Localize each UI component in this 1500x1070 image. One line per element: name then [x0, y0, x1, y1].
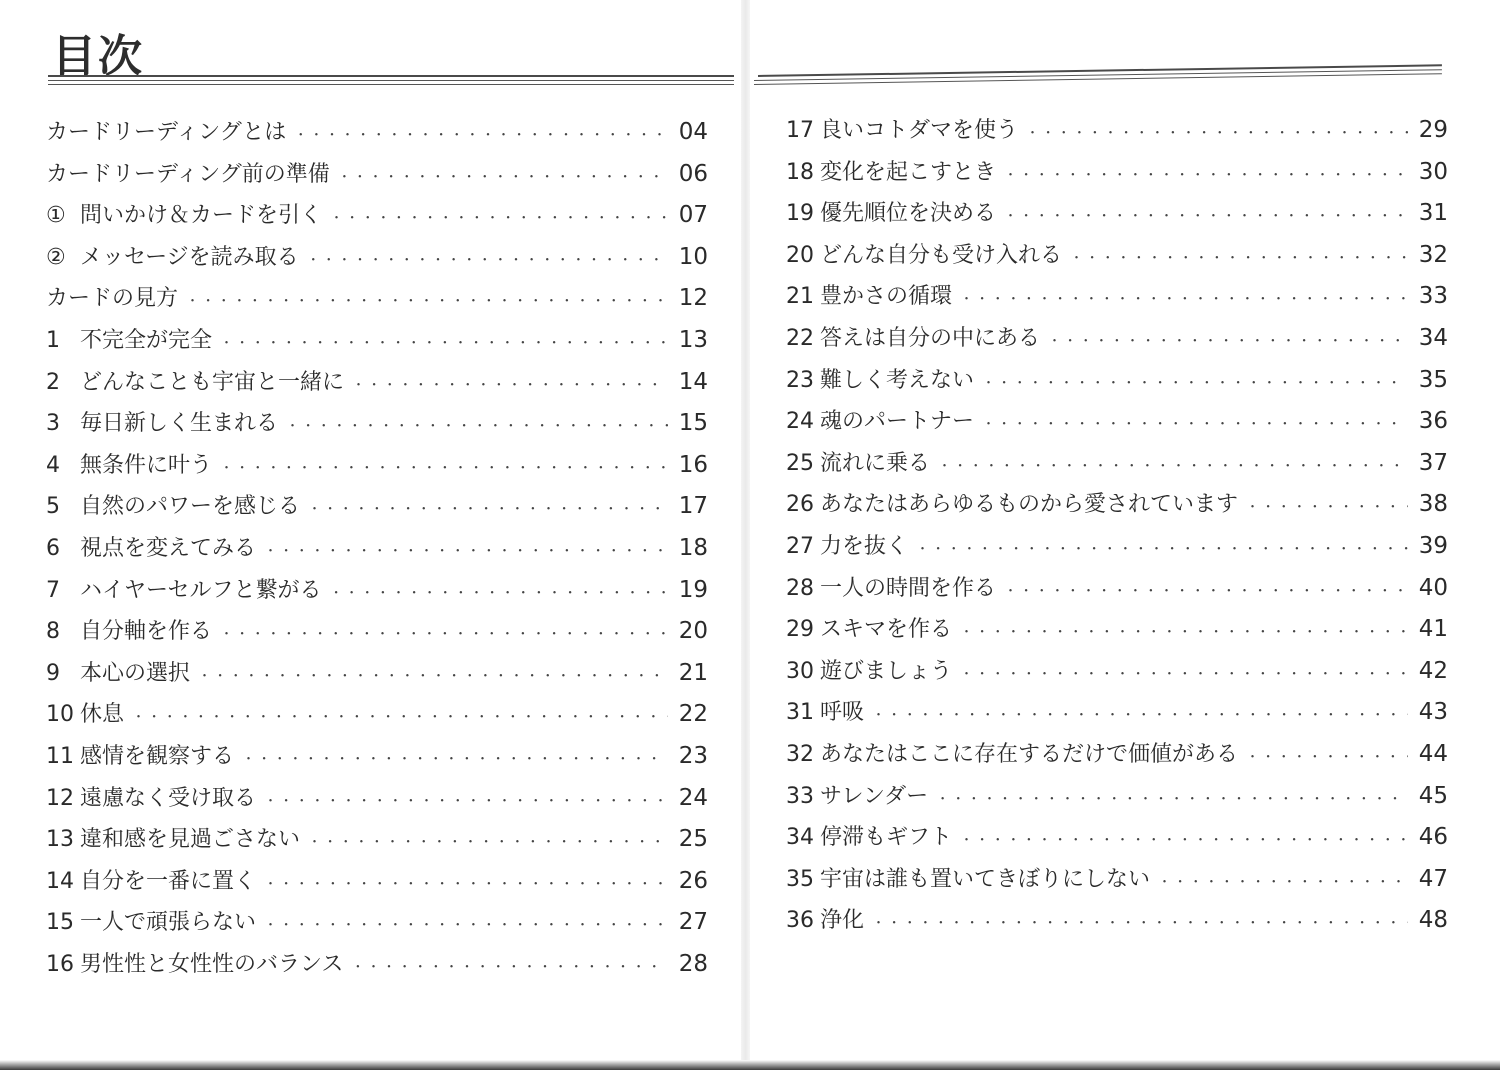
- toc-entry-label: 無条件に叶う: [80, 452, 213, 478]
- toc-entry: [786, 568, 1448, 610]
- toc-entry-label: どんなことも宇宙と一緒に: [80, 369, 345, 395]
- book-gutter: [741, 0, 750, 1070]
- toc-entry-label: 宇宙は誰も置いてきぼりにしない: [820, 866, 1151, 892]
- toc-entry-page: 07: [678, 202, 708, 229]
- toc-entry-page: 26: [678, 867, 708, 894]
- toc-entry-page: 44: [1418, 740, 1448, 767]
- dot-leader: [307, 240, 668, 282]
- toc-entry-number: 17: [786, 118, 814, 143]
- toc-entry-number: 30: [786, 658, 814, 684]
- toc-entry-number: 19: [786, 201, 814, 227]
- dot-leader: [330, 198, 668, 240]
- toc-entry: [46, 278, 708, 320]
- toc-entry: [786, 401, 1448, 443]
- toc-entry-number: 16: [46, 951, 74, 977]
- toc-entry-label: 自分軸を作る: [80, 619, 213, 645]
- toc-entry-page: 19: [678, 576, 708, 603]
- toc-entry-page: 28: [678, 950, 708, 977]
- toc-entry-label: 優先順位を決める: [820, 201, 997, 227]
- toc-entry-label: サレンダー: [820, 783, 929, 809]
- dot-leader: [1246, 487, 1408, 529]
- toc-entry: [786, 651, 1448, 693]
- toc-entry: [786, 859, 1448, 901]
- toc-entry: [786, 692, 1448, 734]
- toc-entry: [46, 320, 708, 362]
- dot-leader: [960, 654, 1408, 696]
- toc-entry: [786, 817, 1448, 859]
- toc-entry-number: 8: [46, 619, 60, 645]
- dot-leader: [1004, 155, 1408, 197]
- toc-entry-page: 10: [678, 243, 708, 270]
- toc-entry: [786, 776, 1448, 818]
- toc-entry-number: 20: [786, 242, 814, 268]
- toc-entry: [46, 736, 708, 778]
- dot-leader: [242, 739, 668, 781]
- toc-entry-label: 豊かさの循環: [820, 284, 953, 310]
- toc-entry: [786, 900, 1448, 942]
- toc-entry-page: 12: [678, 285, 708, 312]
- toc-entry-number: 29: [786, 617, 814, 643]
- toc-entry: [46, 653, 708, 695]
- dot-leader: [916, 529, 1408, 571]
- dot-leader: [982, 363, 1408, 405]
- toc-entry: [46, 445, 708, 487]
- toc-entry: [46, 486, 708, 528]
- toc-entry-label: 違和感を見過ごさない: [80, 827, 301, 853]
- toc-entry: [786, 318, 1448, 360]
- toc-entry-page: 48: [1418, 907, 1448, 934]
- dot-leader: [1070, 238, 1408, 280]
- toc-entry: [46, 154, 708, 196]
- toc-entry: [46, 819, 708, 861]
- toc-entry-label: 自分を一番に置く: [80, 868, 257, 894]
- toc-entry-page: 24: [678, 784, 708, 811]
- toc-entry: [786, 152, 1448, 194]
- toc-entry-label: 流れに乗る: [820, 450, 931, 476]
- toc-entry-page: 13: [678, 326, 708, 353]
- toc-entry: [46, 528, 708, 570]
- dot-leader: [132, 697, 668, 739]
- dot-leader: [286, 406, 668, 448]
- toc-entry-label: 魂のパートナー: [820, 409, 975, 435]
- title-rule: [48, 75, 734, 77]
- dot-leader: [198, 656, 668, 698]
- toc-entry-number: 24: [786, 409, 814, 435]
- toc-entry-number: 34: [786, 825, 814, 851]
- toc-entry-page: 38: [1418, 491, 1448, 518]
- toc-entry: [786, 734, 1448, 776]
- toc-entry-page: 16: [678, 451, 708, 478]
- toc-entry: [46, 195, 708, 237]
- toc-entry-label: 難しく考えない: [820, 367, 975, 393]
- dot-leader: [1158, 862, 1408, 904]
- dot-leader: [936, 779, 1408, 821]
- toc-entry-number: 7: [46, 577, 60, 603]
- toc-entry-page: 31: [1418, 200, 1448, 227]
- toc-entry-page: 06: [678, 160, 708, 187]
- toc-entry-label: 停滞もギフト: [820, 825, 953, 851]
- title-rule: [48, 84, 734, 85]
- toc-entry-page: 18: [678, 534, 708, 561]
- toc-entry-number: 1: [46, 327, 60, 353]
- toc-entry: [46, 611, 708, 653]
- toc-entry: [46, 944, 708, 986]
- toc-entry-label: 男性性と女性性のバランス: [80, 951, 344, 977]
- toc-entry: [46, 403, 708, 445]
- toc-entry-number: 4: [46, 452, 60, 478]
- toc-entry-label: 一人で頑張らない: [80, 910, 257, 936]
- dot-leader: [330, 573, 668, 615]
- dot-leader: [982, 404, 1408, 446]
- dot-leader: [1048, 321, 1408, 363]
- toc-entry-page: 42: [1418, 657, 1448, 684]
- toc-entry-number: 14: [46, 868, 74, 894]
- toc-entry-number: 15: [46, 910, 74, 936]
- toc-entry: [786, 193, 1448, 235]
- toc-entry: [46, 112, 708, 154]
- dot-leader: [960, 820, 1408, 862]
- title-rule: [48, 80, 734, 81]
- toc-entry-page: 14: [678, 368, 708, 395]
- toc-entry: [46, 902, 708, 944]
- toc-entry-page: 30: [1418, 158, 1448, 185]
- dot-leader: [264, 531, 668, 573]
- toc-entry-page: 40: [1418, 574, 1448, 601]
- toc-entry: [786, 360, 1448, 402]
- toc-entry-page: 27: [678, 909, 708, 936]
- toc-entry-label: 呼吸: [820, 700, 865, 726]
- toc-entry-number: 6: [46, 535, 60, 561]
- toc-entry-number: ②: [46, 244, 66, 270]
- toc-entry-label: あなたはここに存在するだけで価値がある: [820, 741, 1239, 767]
- left-page: [0, 0, 740, 1070]
- toc-entry-number: 27: [786, 533, 814, 559]
- dot-leader: [1246, 737, 1408, 779]
- toc-entry: [46, 362, 708, 404]
- dot-leader: [220, 614, 668, 656]
- toc-list-right: [786, 110, 1448, 942]
- page-title: 目次: [52, 31, 144, 82]
- page-edge-shadow: [0, 1060, 1500, 1070]
- toc-entry-label: 良いコトダマを使う: [820, 118, 1019, 143]
- toc-entry-number: 26: [786, 492, 814, 518]
- toc-entry-label: 毎日新しく生まれる: [80, 411, 279, 437]
- toc-entry-label: 問いかけ＆カードを引く: [80, 203, 323, 229]
- toc-entry-page: 33: [1418, 283, 1448, 310]
- toc-entry-number: 21: [786, 284, 814, 310]
- toc-entry: [46, 237, 708, 279]
- toc-entry-label: 休息: [80, 702, 125, 728]
- toc-entry-number: 12: [46, 785, 74, 811]
- toc-entry-label: スキマを作る: [820, 617, 953, 643]
- toc-entry: [786, 609, 1448, 651]
- toc-entry: [786, 526, 1448, 568]
- dot-leader: [1004, 571, 1408, 613]
- toc-entry-label: 一人の時間を作る: [820, 575, 997, 601]
- toc-entry-page: 34: [1418, 324, 1448, 351]
- toc-entry-page: 21: [678, 659, 708, 686]
- dot-leader: [1026, 113, 1408, 155]
- toc-entry-number: 5: [46, 494, 60, 520]
- toc-entry: [786, 443, 1448, 485]
- toc-entry-label: 遠慮なく受け取る: [80, 785, 257, 811]
- toc-entry-number: 2: [46, 369, 60, 395]
- toc-entry: [46, 694, 708, 736]
- toc-entry-label: 変化を起こすとき: [820, 159, 997, 185]
- toc-entry-label: メッセージを読み取る: [80, 244, 299, 270]
- toc-entry-page: 15: [678, 410, 708, 437]
- right-page: [750, 0, 1500, 1070]
- toc-entry-number: 11: [46, 743, 74, 769]
- toc-entry-label: 感情を観察する: [80, 743, 235, 769]
- toc-entry-number: 23: [786, 367, 814, 393]
- toc-entry-page: 22: [678, 701, 708, 728]
- toc-list-left: [46, 112, 708, 985]
- toc-entry-label: 力を抜く: [820, 533, 909, 559]
- toc-entry-page: 41: [1418, 616, 1448, 643]
- dot-leader: [352, 365, 668, 407]
- dot-leader: [308, 822, 668, 864]
- toc-entry: [786, 110, 1448, 152]
- dot-leader: [1004, 196, 1408, 238]
- dot-leader: [960, 612, 1408, 654]
- toc-entry-page: 36: [1418, 408, 1448, 435]
- toc-entry-page: 43: [1418, 699, 1448, 726]
- dot-leader: [186, 281, 668, 323]
- toc-entry-label: ハイヤーセルフと繋がる: [80, 577, 322, 603]
- dot-leader: [264, 864, 668, 906]
- toc-entry: [786, 276, 1448, 318]
- toc-entry-label: 答えは自分の中にある: [820, 325, 1041, 351]
- toc-entry-label: 視点を変えてみる: [80, 535, 257, 561]
- dot-leader: [351, 947, 668, 989]
- toc-entry-label: 自然のパワーを感じる: [80, 494, 301, 520]
- toc-entry: [46, 778, 708, 820]
- toc-entry-label: 遊びましょう: [820, 658, 953, 684]
- toc-entry-number: 32: [786, 741, 814, 767]
- toc-entry-page: 25: [678, 826, 708, 853]
- dot-leader: [220, 448, 668, 490]
- toc-entry-page: 35: [1418, 366, 1448, 393]
- toc-entry-number: 3: [46, 411, 60, 437]
- toc-entry-page: 46: [1418, 824, 1448, 851]
- toc-entry: [786, 235, 1448, 277]
- dot-leader: [338, 157, 668, 199]
- dot-leader: [872, 695, 1408, 737]
- toc-entry-number: 10: [46, 702, 74, 728]
- toc-entry-page: 45: [1418, 782, 1448, 809]
- dot-leader: [960, 279, 1408, 321]
- toc-entry-label: カードリーディングとは: [46, 120, 287, 145]
- dot-leader: [264, 781, 668, 823]
- toc-entry-label: 不完全が完全: [80, 327, 213, 353]
- dot-leader: [264, 905, 668, 947]
- toc-entry-page: 29: [1418, 117, 1448, 143]
- dot-leader: [308, 489, 668, 531]
- toc-entry-page: 47: [1418, 865, 1448, 892]
- toc-entry-page: 32: [1418, 241, 1448, 268]
- toc-entry-page: 37: [1418, 449, 1448, 476]
- toc-entry-page: 04: [678, 119, 708, 145]
- toc-entry-label: どんな自分も受け入れる: [820, 242, 1063, 268]
- toc-entry-number: 25: [786, 450, 814, 476]
- toc-entry-label: カードの見方: [46, 286, 179, 312]
- toc-entry: [786, 484, 1448, 526]
- toc-entry-number: ①: [46, 203, 66, 229]
- toc-entry-number: 9: [46, 660, 60, 686]
- toc-entry-page: 39: [1418, 532, 1448, 559]
- toc-entry-number: 22: [786, 325, 814, 351]
- toc-entry-label: 本心の選択: [80, 660, 191, 686]
- toc-entry-number: 35: [786, 866, 814, 892]
- dot-leader: [294, 115, 668, 157]
- toc-entry-number: 28: [786, 575, 814, 601]
- toc-entry-page: 17: [678, 493, 708, 520]
- dot-leader: [220, 323, 668, 365]
- toc-entry: [46, 570, 708, 612]
- toc-entry: [46, 861, 708, 903]
- toc-entry-number: 36: [786, 908, 814, 934]
- toc-entry-number: 13: [46, 827, 74, 853]
- toc-entry-label: カードリーディング前の準備: [46, 161, 330, 187]
- toc-entry-label: あなたはあらゆるものから愛されています: [820, 492, 1239, 518]
- toc-entry-page: 23: [678, 742, 708, 769]
- toc-entry-number: 18: [786, 159, 814, 185]
- dot-leader: [872, 903, 1408, 945]
- toc-entry-number: 33: [786, 783, 814, 809]
- toc-entry-number: 31: [786, 700, 814, 726]
- toc-entry-label: 浄化: [820, 908, 865, 934]
- dot-leader: [938, 446, 1408, 488]
- toc-entry-page: 20: [678, 618, 708, 645]
